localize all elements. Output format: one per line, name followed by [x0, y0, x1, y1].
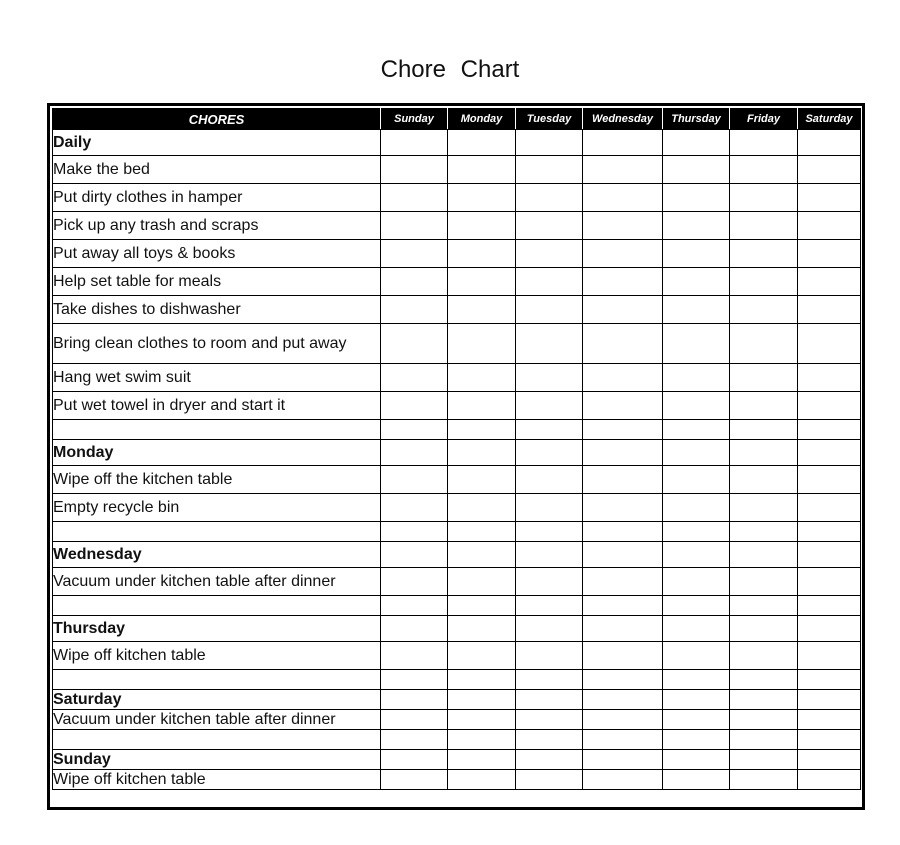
check-cell-wednesday[interactable]	[583, 466, 663, 494]
check-cell-friday[interactable]	[730, 596, 798, 616]
check-cell-thursday[interactable]	[663, 542, 730, 568]
check-cell-friday[interactable]	[730, 730, 798, 750]
check-cell-wednesday[interactable]	[583, 392, 663, 420]
check-cell-wednesday[interactable]	[583, 212, 663, 240]
check-cell-friday[interactable]	[730, 770, 798, 790]
check-cell-saturday[interactable]	[798, 730, 861, 750]
check-cell-monday[interactable]	[448, 616, 516, 642]
chore-label: Help set table for meals	[53, 268, 381, 296]
check-cell-thursday[interactable]	[663, 750, 730, 770]
check-cell-tuesday[interactable]	[516, 184, 583, 212]
check-cell-friday[interactable]	[730, 240, 798, 268]
chore-label	[53, 670, 381, 690]
chore-label: Put dirty clothes in hamper	[53, 184, 381, 212]
chore-row	[53, 240, 861, 268]
check-cell-tuesday[interactable]	[516, 364, 583, 392]
blank-row	[53, 670, 861, 690]
check-cell-sunday[interactable]	[381, 392, 448, 420]
check-cell-friday[interactable]	[730, 542, 798, 568]
check-cell-monday[interactable]	[448, 392, 516, 420]
chore-row	[53, 494, 861, 522]
check-cell-friday[interactable]	[730, 364, 798, 392]
section-heading: Thursday	[53, 616, 381, 642]
check-cell-thursday[interactable]	[663, 770, 730, 790]
check-cell-saturday[interactable]	[798, 642, 861, 670]
section-row	[53, 616, 861, 642]
check-cell-wednesday[interactable]	[583, 690, 663, 710]
check-cell-monday[interactable]	[448, 420, 516, 440]
check-cell-saturday[interactable]	[798, 296, 861, 324]
check-cell-sunday[interactable]	[381, 616, 448, 642]
check-cell-saturday[interactable]	[798, 268, 861, 296]
check-cell-wednesday[interactable]	[583, 494, 663, 522]
check-cell-wednesday[interactable]	[583, 596, 663, 616]
check-cell-tuesday[interactable]	[516, 522, 583, 542]
check-cell-tuesday[interactable]	[516, 770, 583, 790]
check-cell-monday[interactable]	[448, 642, 516, 670]
check-cell-friday[interactable]	[730, 670, 798, 690]
check-cell-thursday[interactable]	[663, 710, 730, 730]
check-cell-thursday[interactable]	[663, 420, 730, 440]
check-cell-saturday[interactable]	[798, 670, 861, 690]
check-cell-thursday[interactable]	[663, 596, 730, 616]
check-cell-sunday[interactable]	[381, 542, 448, 568]
chore-label: Wipe off the kitchen table	[53, 466, 381, 494]
check-cell-sunday[interactable]	[381, 420, 448, 440]
check-cell-saturday[interactable]	[798, 690, 861, 710]
check-cell-friday[interactable]	[730, 268, 798, 296]
chore-row	[53, 324, 861, 364]
check-cell-tuesday[interactable]	[516, 670, 583, 690]
check-cell-tuesday[interactable]	[516, 440, 583, 466]
check-cell-sunday[interactable]	[381, 522, 448, 542]
check-cell-monday[interactable]	[448, 130, 516, 156]
check-cell-wednesday[interactable]	[583, 616, 663, 642]
check-cell-wednesday[interactable]	[583, 156, 663, 184]
check-cell-friday[interactable]	[730, 130, 798, 156]
check-cell-friday[interactable]	[730, 156, 798, 184]
check-cell-monday[interactable]	[448, 268, 516, 296]
chore-label: Take dishes to dishwasher	[53, 296, 381, 324]
check-cell-wednesday[interactable]	[583, 670, 663, 690]
check-cell-monday[interactable]	[448, 670, 516, 690]
check-cell-sunday[interactable]	[381, 642, 448, 670]
check-cell-wednesday[interactable]	[583, 522, 663, 542]
check-cell-wednesday[interactable]	[583, 710, 663, 730]
chore-label	[53, 596, 381, 616]
check-cell-friday[interactable]	[730, 212, 798, 240]
check-cell-saturday[interactable]	[798, 770, 861, 790]
chore-label: Put wet towel in dryer and start it	[53, 392, 381, 420]
check-cell-tuesday[interactable]	[516, 130, 583, 156]
blank-row	[53, 522, 861, 542]
check-cell-tuesday[interactable]	[516, 494, 583, 522]
check-cell-monday[interactable]	[448, 156, 516, 184]
check-cell-thursday[interactable]	[663, 130, 730, 156]
check-cell-thursday[interactable]	[663, 494, 730, 522]
section-heading: Daily	[53, 130, 381, 156]
check-cell-friday[interactable]	[730, 690, 798, 710]
check-cell-thursday[interactable]	[663, 364, 730, 392]
check-cell-sunday[interactable]	[381, 212, 448, 240]
day-header-tuesday: Tuesday	[516, 109, 583, 130]
check-cell-thursday[interactable]	[663, 156, 730, 184]
day-header-friday: Friday	[730, 109, 798, 130]
check-cell-sunday[interactable]	[381, 324, 448, 364]
check-cell-sunday[interactable]	[381, 184, 448, 212]
blank-row	[53, 596, 861, 616]
chore-label: Vacuum under kitchen table after dinner	[53, 710, 381, 730]
check-cell-friday[interactable]	[730, 420, 798, 440]
check-cell-saturday[interactable]	[798, 364, 861, 392]
check-cell-friday[interactable]	[730, 440, 798, 466]
section-row	[53, 690, 861, 710]
chore-row	[53, 568, 861, 596]
chore-label	[53, 420, 381, 440]
check-cell-thursday[interactable]	[663, 642, 730, 670]
check-cell-tuesday[interactable]	[516, 420, 583, 440]
check-cell-tuesday[interactable]	[516, 642, 583, 670]
check-cell-saturday[interactable]	[798, 466, 861, 494]
check-cell-sunday[interactable]	[381, 156, 448, 184]
section-row	[53, 542, 861, 568]
check-cell-sunday[interactable]	[381, 690, 448, 710]
check-cell-sunday[interactable]	[381, 750, 448, 770]
check-cell-friday[interactable]	[730, 568, 798, 596]
check-cell-wednesday[interactable]	[583, 750, 663, 770]
check-cell-sunday[interactable]	[381, 670, 448, 690]
check-cell-monday[interactable]	[448, 690, 516, 710]
check-cell-thursday[interactable]	[663, 212, 730, 240]
check-cell-saturday[interactable]	[798, 420, 861, 440]
chore-row	[53, 466, 861, 494]
day-header-saturday: Saturday	[798, 109, 861, 130]
check-cell-sunday[interactable]	[381, 730, 448, 750]
check-cell-wednesday[interactable]	[583, 642, 663, 670]
check-cell-monday[interactable]	[448, 296, 516, 324]
chore-table	[52, 108, 861, 790]
chore-label: Wipe off kitchen table	[53, 770, 381, 790]
check-cell-thursday[interactable]	[663, 690, 730, 710]
chore-label	[53, 730, 381, 750]
check-cell-thursday[interactable]	[663, 268, 730, 296]
check-cell-thursday[interactable]	[663, 730, 730, 750]
check-cell-wednesday[interactable]	[583, 268, 663, 296]
chore-row	[53, 642, 861, 670]
check-cell-sunday[interactable]	[381, 130, 448, 156]
check-cell-monday[interactable]	[448, 596, 516, 616]
section-heading: Wednesday	[53, 542, 381, 568]
check-cell-wednesday[interactable]	[583, 324, 663, 364]
check-cell-friday[interactable]	[730, 494, 798, 522]
check-cell-saturday[interactable]	[798, 616, 861, 642]
check-cell-monday[interactable]	[448, 542, 516, 568]
chores-column-header: CHORES	[53, 109, 381, 130]
section-row	[53, 130, 861, 156]
check-cell-sunday[interactable]	[381, 240, 448, 268]
check-cell-thursday[interactable]	[663, 616, 730, 642]
check-cell-tuesday[interactable]	[516, 710, 583, 730]
check-cell-monday[interactable]	[448, 364, 516, 392]
chore-row	[53, 364, 861, 392]
chore-row	[53, 296, 861, 324]
day-header-sunday: Sunday	[381, 109, 448, 130]
chore-row	[53, 710, 861, 730]
check-cell-wednesday[interactable]	[583, 130, 663, 156]
check-cell-wednesday[interactable]	[583, 542, 663, 568]
chore-row	[53, 770, 861, 790]
check-cell-monday[interactable]	[448, 750, 516, 770]
check-cell-saturday[interactable]	[798, 240, 861, 268]
chore-label: Make the bed	[53, 156, 381, 184]
check-cell-tuesday[interactable]	[516, 466, 583, 494]
check-cell-wednesday[interactable]	[583, 420, 663, 440]
section-heading: Monday	[53, 440, 381, 466]
check-cell-tuesday[interactable]	[516, 730, 583, 750]
chore-label: Wipe off kitchen table	[53, 642, 381, 670]
header-row	[53, 109, 861, 130]
check-cell-friday[interactable]	[730, 642, 798, 670]
check-cell-wednesday[interactable]	[583, 568, 663, 596]
check-cell-friday[interactable]	[730, 750, 798, 770]
chore-label: Put away all toys & books	[53, 240, 381, 268]
check-cell-thursday[interactable]	[663, 392, 730, 420]
day-header-monday: Monday	[448, 109, 516, 130]
check-cell-monday[interactable]	[448, 184, 516, 212]
chore-label: Vacuum under kitchen table after dinner	[53, 568, 381, 596]
check-cell-monday[interactable]	[448, 466, 516, 494]
chore-label: Pick up any trash and scraps	[53, 212, 381, 240]
chore-rows	[53, 130, 861, 790]
check-cell-wednesday[interactable]	[583, 440, 663, 466]
check-cell-monday[interactable]	[448, 522, 516, 542]
blank-row	[53, 730, 861, 750]
check-cell-sunday[interactable]	[381, 494, 448, 522]
check-cell-saturday[interactable]	[798, 750, 861, 770]
check-cell-tuesday[interactable]	[516, 568, 583, 596]
check-cell-sunday[interactable]	[381, 466, 448, 494]
check-cell-monday[interactable]	[448, 568, 516, 596]
check-cell-friday[interactable]	[730, 466, 798, 494]
check-cell-monday[interactable]	[448, 324, 516, 364]
check-cell-saturday[interactable]	[798, 156, 861, 184]
chore-label: Bring clean clothes to room and put away	[53, 324, 381, 364]
check-cell-saturday[interactable]	[798, 212, 861, 240]
check-cell-friday[interactable]	[730, 710, 798, 730]
check-cell-thursday[interactable]	[663, 296, 730, 324]
check-cell-saturday[interactable]	[798, 392, 861, 420]
check-cell-sunday[interactable]	[381, 710, 448, 730]
section-row	[53, 440, 861, 466]
check-cell-wednesday[interactable]	[583, 364, 663, 392]
check-cell-tuesday[interactable]	[516, 542, 583, 568]
check-cell-tuesday[interactable]	[516, 750, 583, 770]
check-cell-tuesday[interactable]	[516, 296, 583, 324]
chore-row	[53, 156, 861, 184]
chore-row	[53, 392, 861, 420]
check-cell-monday[interactable]	[448, 770, 516, 790]
check-cell-saturday[interactable]	[798, 568, 861, 596]
check-cell-monday[interactable]	[448, 440, 516, 466]
check-cell-wednesday[interactable]	[583, 730, 663, 750]
page-title: Chore Chart	[380, 56, 520, 83]
check-cell-monday[interactable]	[448, 212, 516, 240]
check-cell-sunday[interactable]	[381, 364, 448, 392]
blank-row	[53, 420, 861, 440]
check-cell-tuesday[interactable]	[516, 392, 583, 420]
check-cell-thursday[interactable]	[663, 670, 730, 690]
check-cell-monday[interactable]	[448, 494, 516, 522]
check-cell-sunday[interactable]	[381, 440, 448, 466]
check-cell-thursday[interactable]	[663, 240, 730, 268]
check-cell-monday[interactable]	[448, 730, 516, 750]
check-cell-friday[interactable]	[730, 522, 798, 542]
check-cell-friday[interactable]	[730, 324, 798, 364]
check-cell-saturday[interactable]	[798, 324, 861, 364]
check-cell-saturday[interactable]	[798, 522, 861, 542]
chore-label	[53, 522, 381, 542]
check-cell-saturday[interactable]	[798, 184, 861, 212]
check-cell-wednesday[interactable]	[583, 240, 663, 268]
check-cell-sunday[interactable]	[381, 596, 448, 616]
check-cell-thursday[interactable]	[663, 440, 730, 466]
check-cell-saturday[interactable]	[798, 596, 861, 616]
day-header-thursday: Thursday	[663, 109, 730, 130]
section-row	[53, 750, 861, 770]
check-cell-monday[interactable]	[448, 710, 516, 730]
chore-label: Empty recycle bin	[53, 494, 381, 522]
check-cell-saturday[interactable]	[798, 440, 861, 466]
check-cell-saturday[interactable]	[798, 130, 861, 156]
check-cell-thursday[interactable]	[663, 522, 730, 542]
check-cell-wednesday[interactable]	[583, 770, 663, 790]
check-cell-wednesday[interactable]	[583, 296, 663, 324]
check-cell-friday[interactable]	[730, 296, 798, 324]
check-cell-tuesday[interactable]	[516, 616, 583, 642]
chore-row	[53, 268, 861, 296]
check-cell-friday[interactable]	[730, 392, 798, 420]
check-cell-wednesday[interactable]	[583, 184, 663, 212]
check-cell-friday[interactable]	[730, 184, 798, 212]
check-cell-tuesday[interactable]	[516, 268, 583, 296]
chore-row	[53, 184, 861, 212]
check-cell-tuesday[interactable]	[516, 156, 583, 184]
check-cell-sunday[interactable]	[381, 568, 448, 596]
check-cell-saturday[interactable]	[798, 494, 861, 522]
check-cell-thursday[interactable]	[663, 184, 730, 212]
check-cell-thursday[interactable]	[663, 324, 730, 364]
check-cell-tuesday[interactable]	[516, 240, 583, 268]
chore-table-frame	[47, 103, 865, 810]
check-cell-sunday[interactable]	[381, 296, 448, 324]
section-heading: Sunday	[53, 750, 381, 770]
check-cell-sunday[interactable]	[381, 268, 448, 296]
chore-row	[53, 212, 861, 240]
check-cell-saturday[interactable]	[798, 542, 861, 568]
check-cell-tuesday[interactable]	[516, 596, 583, 616]
check-cell-tuesday[interactable]	[516, 690, 583, 710]
section-heading: Saturday	[53, 690, 381, 710]
check-cell-saturday[interactable]	[798, 710, 861, 730]
check-cell-friday[interactable]	[730, 616, 798, 642]
check-cell-tuesday[interactable]	[516, 324, 583, 364]
check-cell-monday[interactable]	[448, 240, 516, 268]
day-header-wednesday: Wednesday	[583, 109, 663, 130]
check-cell-thursday[interactable]	[663, 568, 730, 596]
check-cell-sunday[interactable]	[381, 770, 448, 790]
chore-label: Hang wet swim suit	[53, 364, 381, 392]
check-cell-tuesday[interactable]	[516, 212, 583, 240]
check-cell-thursday[interactable]	[663, 466, 730, 494]
